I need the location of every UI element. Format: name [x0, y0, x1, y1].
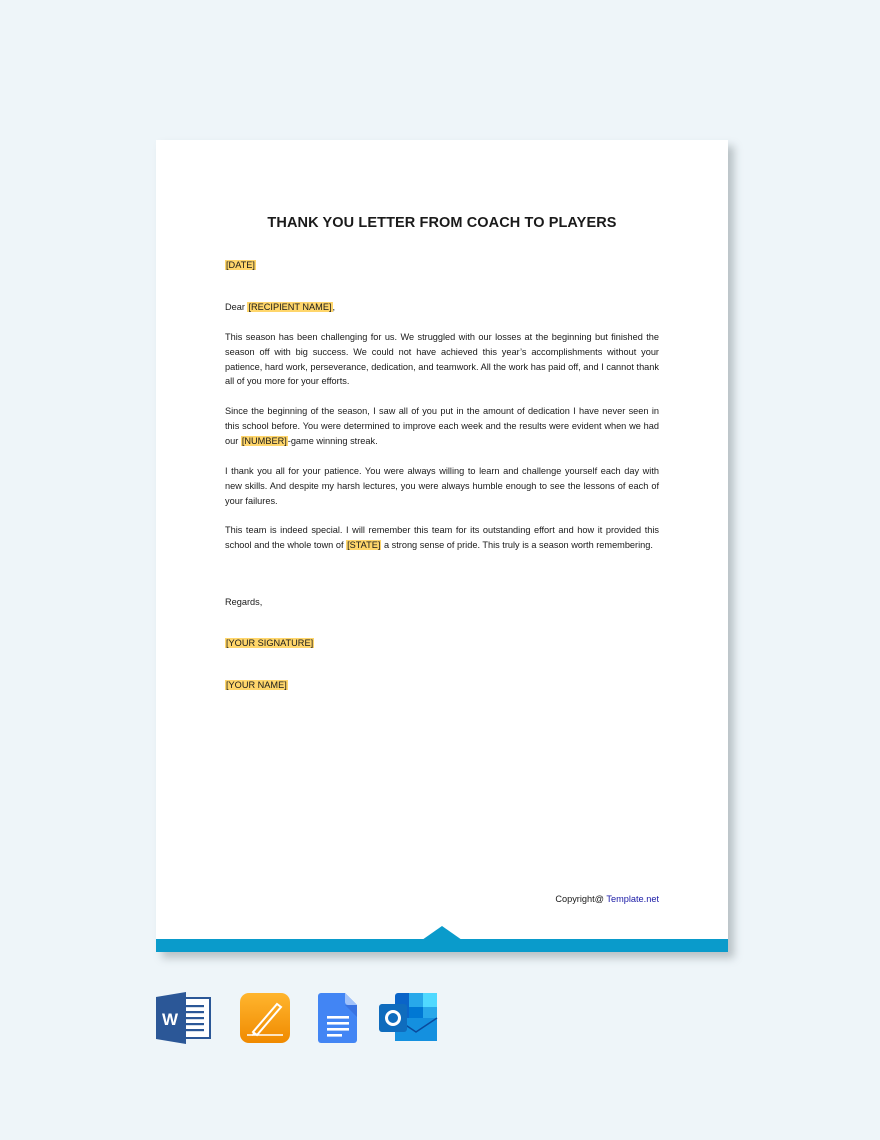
document-title: THANK YOU LETTER FROM COACH TO PLAYERS [267, 215, 617, 231]
paragraph-1: This season has been challenging for us. We struggled with our losses at the beginning but finished the season off with big success. We could not have achieved this year’s accomplishments without your patience, hard work, perseverance, dedication, and teamwork. All the work has paid off, and I cannot thank all of you more for your efforts. [225, 332, 659, 387]
paragraph-4-tail: a strong sense of pride. This truly is a season worth remembering. [381, 539, 653, 550]
microsoft-outlook-icon[interactable] [379, 992, 439, 1049]
apple-pages-icon[interactable] [239, 992, 291, 1049]
signature-placeholder: [YOUR SIGNATURE] [226, 638, 314, 648]
name-line [225, 678, 659, 693]
footer-accent-band [156, 939, 728, 952]
paragraph-3: I thank you all for your patience. You were always willing to learn and challenge yourself each day with new skills. And despite my harsh lectures, you were always humble enough to see the lessons of each of your failures. [225, 466, 659, 506]
salutation-suffix: , [332, 302, 336, 312]
svg-text:W: W [161, 1010, 179, 1029]
letter-page [156, 140, 728, 952]
salutation [225, 300, 659, 315]
paragraph-4-text: This team is indeed special. I will remember this team for its outstanding effort and how it provided this school and the whole town of [225, 525, 659, 550]
state-placeholder: [STATE] [347, 539, 381, 550]
salutation-prefix: Dear [225, 302, 248, 312]
recipient-placeholder: [RECIPIENT NAME] [248, 302, 332, 312]
google-docs-icon[interactable] [318, 992, 358, 1049]
copyright-label: Copyright@ [555, 894, 607, 904]
date-placeholder: [DATE] [226, 260, 255, 270]
closing: Regards, [225, 597, 263, 607]
copyright-footer [555, 894, 659, 904]
paragraph-2 [225, 404, 659, 448]
template-net-link[interactable]: Template.net [606, 894, 659, 904]
microsoft-word-icon[interactable] [156, 992, 212, 1049]
name-placeholder: [YOUR NAME] [226, 680, 287, 690]
signature-line [225, 636, 659, 651]
footer-band-notch [422, 926, 462, 940]
paragraph-2-tail: -game winning streak. [287, 435, 378, 446]
number-placeholder: [NUMBER] [241, 435, 287, 446]
date-line [225, 258, 659, 273]
paragraph-4 [225, 523, 659, 553]
paragraph-2-text: Since the beginning of the season, I saw all of you put in the amount of dedication I have never seen in this school before. You were determined to improve each week and the results were evident when we had our [225, 406, 659, 446]
